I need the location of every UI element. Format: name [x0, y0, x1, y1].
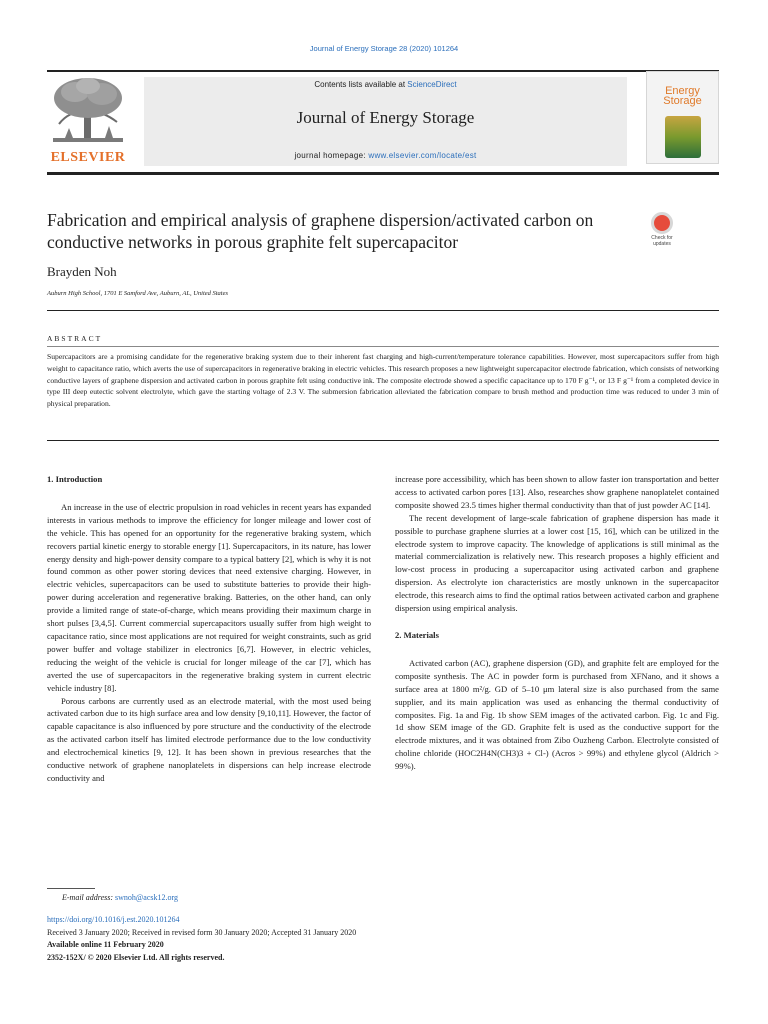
abstract-rule-bottom — [47, 440, 719, 441]
section-heading-materials: 2. Materials — [395, 629, 439, 640]
author-affiliation: Auburn High School, 1701 E Samford Ave, Auburn, AL, United States — [47, 290, 229, 297]
crossmark-label-line2: updates — [653, 240, 671, 247]
author-email-line — [62, 893, 178, 902]
doi-line — [47, 915, 180, 924]
crossmark-label — [644, 236, 680, 247]
cover-title-line2: Storage — [663, 95, 702, 107]
intro-paragraph-3: increase pore accessibility, which has been shown to allow faster ion transportation and better access to activated carbon pores [13]. Also, researches show graphene nanoplatelet contained composite showed 23.5 times higher thermal conductivity than that of just powder AC [14]. — [395, 474, 719, 510]
intro-paragraph-1: An increase in the use of electric propulsion in road vehicles in recent years has expanded interests in various methods to improve the efficiency for longer mileage and lower cost of the vehicle. This has opened for an opportunity for the regenerative braking system, which recovers partial kinetic energy to storable energy [1]. Supercapacitors, in its nature, has lower energy density and high-power density compare to a typical battery [2], which is why it is not found common as other power storing devices that need extensive charging. However, in electric vehicles, supercapacitors can be used to substitute batteries to provide their high-power during acceleration and regenerative braking. Batteries, on the other hand, can only provide a limited range of state-of-charge, which means providing their maximum charge in short pulses [3,4,5]. Current commercial supercapacitors usually suffer from high weight to capacitance ratio, since most applications are not required for weight constraints, such as grid power buffer and voltage stabilizer in electronics [6,7]. However, in electric vehicles, reducing the weight of the vehicle is crucial for longer mileage of the car [7], which has averted the use of supercapacitors in the regenerative braking system in current electric vehicle industry [8]. — [47, 501, 371, 693]
abstract-text: Supercapacitors are a promising candidate for the regenerative braking system due to their inherent fast charging and high-current/temperature tolerance capabilities. However, most supercapacitors suffer from high weight to capacitance ratio, which averts the use of supercapacitors in regenerative braking in electric vehicles. This research proposes a new lightweight supercapacitor electrode fabrication, which consists of networking conductive layers of graphene dispersion and activated carbon in porous graphite felt using conductive ink. The composite electrode showed a specific capacitance up to 170 F g⁻¹, or 13 F g⁻¹ from a completed device in type III deep eutectic solvent electrolyte, which gave the starting voltage of 2.3 V. The submersion fabrication alleviated the fabrication compare to brush method and production time was reduced to under 3 min of physical preparation. — [47, 352, 719, 409]
homepage-label: journal homepage: — [294, 151, 369, 160]
copyright: 2352-152X/ © 2020 Elsevier Ltd. All rights reserved. — [47, 953, 225, 962]
abstract-heading: ABSTRACT — [47, 334, 103, 343]
journal-citation-link[interactable]: Journal of Energy Storage 28 (2020) 101264 — [309, 44, 459, 53]
crossmark-label-line1: Check for — [651, 235, 673, 241]
contents-prefix: Contents lists available at — [314, 80, 408, 89]
received-dates: Received 3 January 2020; Received in revised form 30 January 2020; Accepted 31 January 2020 — [47, 928, 357, 937]
intro-paragraph-2: Porous carbons are currently used as an electrode material, with the most used being activated carbon due to its high surface area and low density [9,10,11]. However, the factor of capable capacitance is also influenced by pore structure and the conductivity of the electrode as the activated carbon itself has limited electrode performance due to the low conductivity and electrochemical kinetics [9, 12]. It has been shown in previous researches that the conductive network of graphene nanoplatelets in dispersions can help increase electrode conductivity and — [47, 695, 371, 783]
journal-homepage — [144, 151, 627, 160]
available-online: Available online 11 February 2020 — [47, 940, 164, 949]
footnote-rule — [47, 888, 95, 889]
contents-line — [144, 80, 627, 89]
body-column-right — [395, 473, 719, 773]
journal-name: Journal of Energy Storage — [296, 108, 475, 127]
intro-paragraph-4: The recent development of large-scale fabrication of graphene dispersion has made it possible to purchase graphene slurries at a lower cost [15, 16], which can be utilized in the electrode system to improve capacity. The knowledge of applications is still minimal as the material commercialization is relatively new. This research proposes a highly efficient and low-cost process in producing a supercapacitor using activated carbon and graphene dispersion. As electrolyte ion characteristics are mostly unknown in the supercapacitor electrode, this research aims to find the optimal ratios between activated carbon and graphene dispersion using empirical analysis. — [395, 512, 719, 614]
elsevier-logo — [47, 76, 129, 166]
cover-image — [665, 116, 701, 158]
article-title: Fabrication and empirical analysis of graphene dispersion/activated carbon on conductive networks in porous graphite felt supercapacitor — [47, 210, 594, 252]
sciencedirect-link[interactable]: ScienceDirect — [407, 80, 457, 89]
publisher-wordmark: ELSEVIER — [50, 150, 126, 165]
section-heading-introduction: 1. Introduction — [47, 474, 103, 484]
header-rule-top — [47, 70, 719, 72]
materials-paragraph-1: Activated carbon (AC), graphene dispersion (GD), and graphite felt are employed for the composite synthesis. The AC in powder form is purchased from XFNano, and it shows a surface area at 1800 m²/g. GD of 5–10 μm lateral size is also purchased from the same supplier, and its main application was used as enhancing the thermal conductivity of composites. Fig. 1a and Fig. 1b show SEM images of the activated carbon. Fig. 1c and Fig. 1d show SEM image of the GD. Graphite felt is used as the conductive support for the electrode mixtures, and it was obtained from Zibo Ouzheng Carbon. Electrolyte consisted of choline chloride (HOC2H4N(CH3)3 + Cl-) (Acros > 99%) and ethylene glycol (Aldrich > 99%). — [395, 657, 719, 772]
author-email-link[interactable]: swnoh@acsk12.org — [115, 893, 179, 902]
body-column-left — [47, 473, 371, 785]
abstract-rule-top — [47, 310, 719, 311]
journal-cover — [646, 71, 719, 164]
cover-title — [647, 86, 718, 106]
author-name: Brayden Noh — [47, 264, 117, 279]
check-for-updates-button[interactable] — [644, 212, 680, 250]
abstract-rule-mid — [47, 346, 719, 347]
homepage-link[interactable]: www.elsevier.com/locate/est — [368, 151, 477, 160]
doi-link[interactable]: https://doi.org/10.1016/j.est.2020.101264 — [47, 915, 180, 924]
email-label: E-mail address: — [62, 893, 116, 902]
crossmark-icon — [651, 212, 673, 234]
cover-title-line1: Energy — [665, 85, 700, 97]
elsevier-tree-icon — [47, 76, 129, 148]
header-rule-bottom — [47, 172, 719, 175]
